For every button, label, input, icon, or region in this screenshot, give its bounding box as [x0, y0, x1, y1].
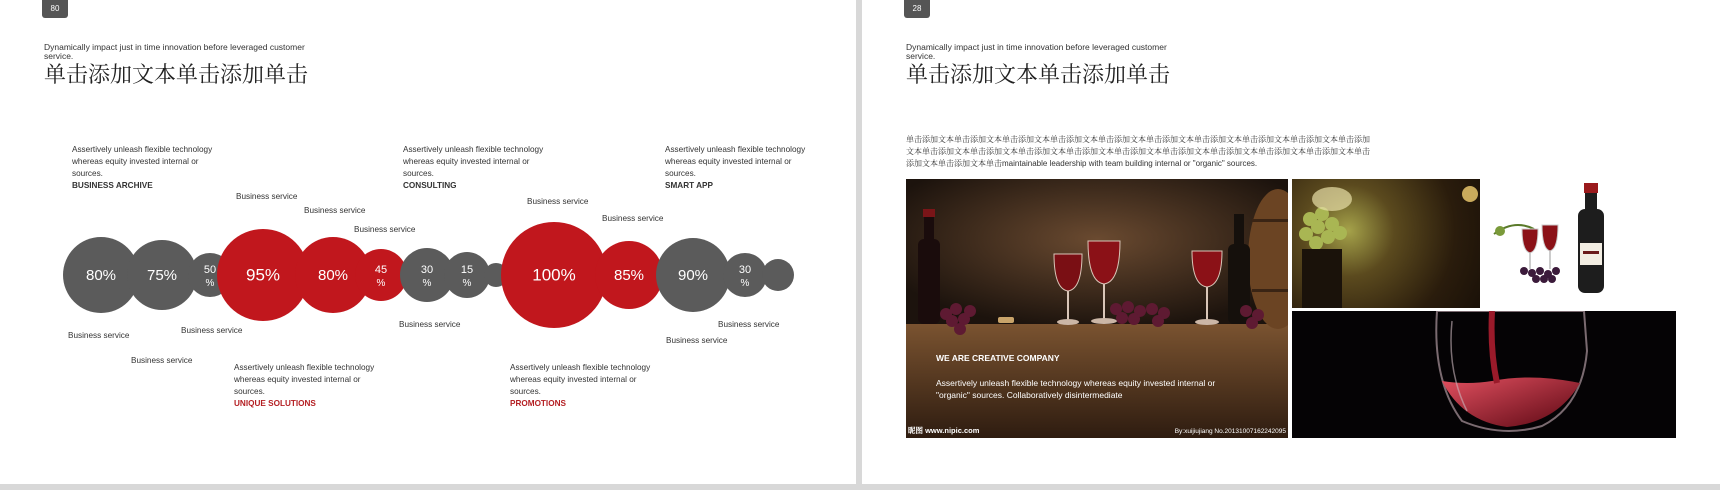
body-paragraph: 单击添加文本单击添加文本单击添加文本单击添加文本单击添加文本单击添加文本单击添加文本单击添加文本单击添加文本单击添加文本单击添加文本单击添加文本单击添加文本单击添加文本单击添加文本单击添加文本单击添加文本单击添加文本单击添加文本单击添加文本单击添加文本单击maintainable leadership with team building internal or "organic" sources. — [906, 135, 1370, 168]
page-number-badge: 28 — [904, 0, 930, 18]
bubble-chart — [0, 0, 856, 484]
grapes-illustration — [1292, 179, 1480, 308]
bubble-label: 15 — [460, 264, 474, 276]
bubble-label: 30 — [738, 264, 752, 276]
wine-table-photo — [906, 179, 1288, 438]
service-label: Business service — [304, 206, 366, 215]
service-label: Business service — [68, 331, 130, 340]
bubble-label: 100% — [532, 265, 576, 285]
block-heading: BUSINESS ARCHIVE — [72, 181, 153, 190]
photo-caption-title: WE ARE CREATIVE COMPANY — [936, 353, 1060, 363]
bubble-label: 80% — [85, 267, 117, 284]
service-label: Business service — [131, 356, 193, 365]
block-heading: UNIQUE SOLUTIONS — [234, 399, 316, 408]
service-label: Business service — [718, 320, 780, 329]
block-text: Assertively unleash flexible technology whereas equity invested internal or sources. — [72, 145, 213, 178]
service-label: Business service — [236, 192, 298, 201]
slide-title: 单击添加文本单击添加单击 — [906, 63, 1171, 88]
slide-right — [862, 0, 1720, 484]
service-label: Business service — [527, 197, 589, 206]
wine-bottle-photo — [1484, 179, 1680, 308]
bubble-label: 85% — [613, 267, 645, 284]
slide-subtitle: Dynamically impact just in time innovation before leveraged customer service. — [906, 42, 1167, 61]
bubble-label-unit: % — [205, 278, 215, 289]
block-heading: SMART APP — [665, 181, 713, 190]
service-label: Business service — [666, 336, 728, 345]
watermark-right: By:xuijiujiang No.20131007162242095 — [1174, 428, 1286, 435]
bubble-label: 80% — [317, 267, 349, 284]
bubble-label: 45 — [374, 264, 388, 276]
block-text: Assertively unleash flexible technology whereas equity invested internal or sources. — [403, 145, 544, 178]
bubble-label-unit: % — [462, 278, 472, 289]
bubble-label-unit: % — [376, 278, 386, 289]
block-text: Assertively unleash flexible technology whereas equity invested internal or sources. — [234, 363, 375, 396]
bubble-label: 50 — [203, 264, 217, 276]
slide-title: 单击添加文本单击添加单击 — [44, 63, 309, 88]
service-label: Business service — [399, 320, 461, 329]
bubble-label: 95% — [245, 265, 281, 285]
service-label: Business service — [602, 214, 664, 223]
block-text: Assertively unleash flexible technology whereas equity invested internal or sources. — [510, 363, 651, 396]
block-heading: CONSULTING — [403, 181, 457, 190]
wine-bottle-illustration — [1484, 179, 1680, 308]
bubble-label: 30 — [420, 264, 434, 276]
bubble-14 — [762, 259, 794, 291]
wine-glass-illustration — [1292, 311, 1676, 438]
page-number-badge: 80 — [42, 0, 68, 18]
bubble-label: 90% — [677, 267, 709, 284]
bubble-label-unit: % — [422, 278, 432, 289]
slide-left — [0, 0, 856, 484]
service-label: Business service — [181, 326, 243, 335]
bubble-label: 75% — [146, 267, 178, 284]
slide-subtitle: Dynamically impact just in time innovation before leveraged customer service. — [44, 42, 305, 61]
block-text: Assertively unleash flexible technology whereas equity invested internal or sources. — [665, 145, 806, 178]
wine-glass-pour-photo — [1292, 311, 1676, 438]
block-heading: PROMOTIONS — [510, 399, 566, 408]
service-label: Business service — [354, 225, 416, 234]
bubble-label-unit: % — [740, 278, 750, 289]
watermark-left: 昵图 www.nipic.com — [908, 426, 980, 435]
grapes-bottle-photo — [1292, 179, 1480, 308]
photo-caption-text: Assertively unleash flexible technology whereas equity invested internal or "organic" sources. Collaboratively disintermediate — [936, 378, 1216, 400]
